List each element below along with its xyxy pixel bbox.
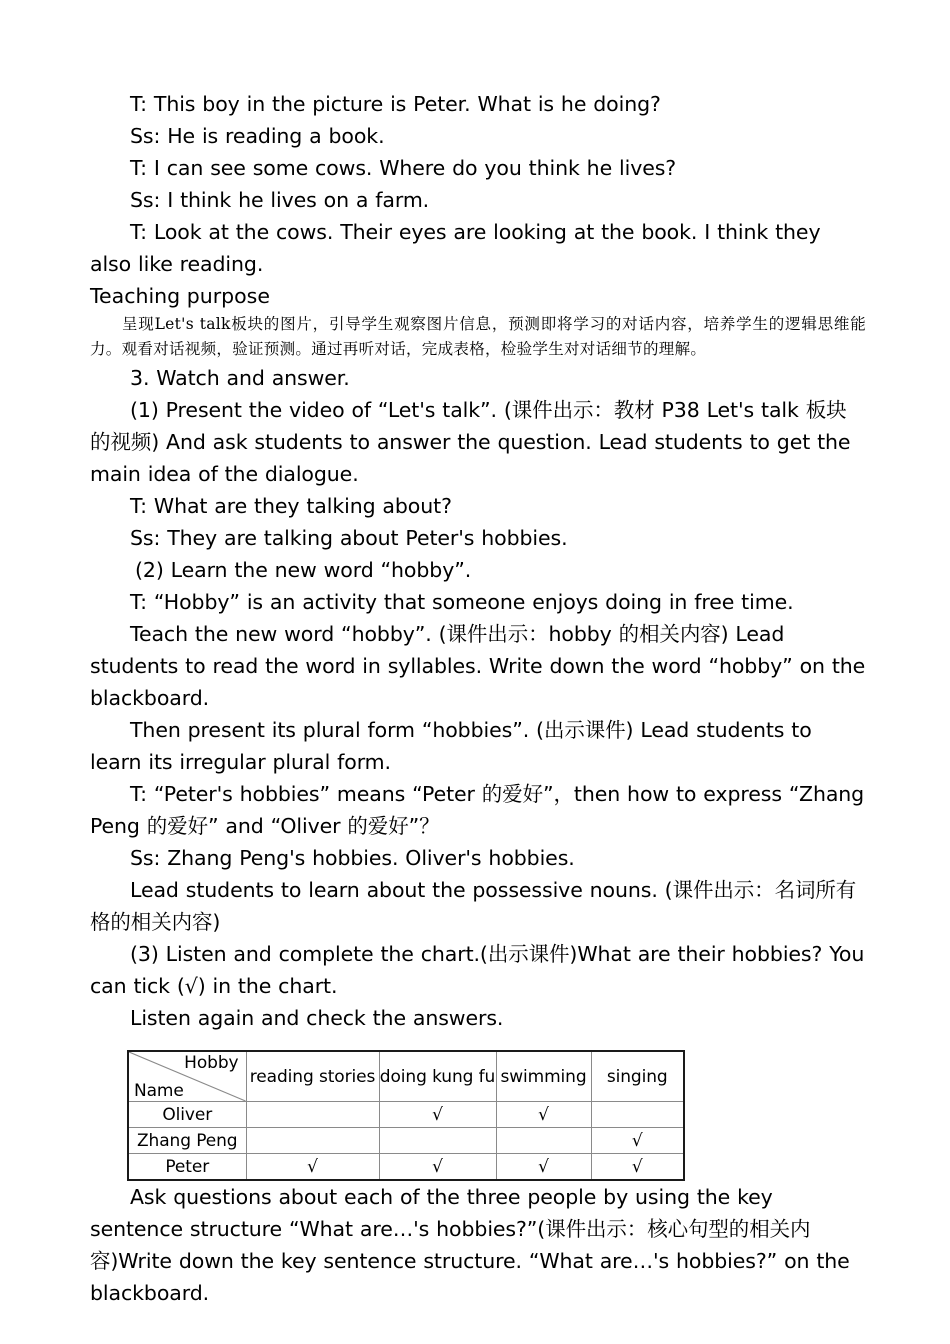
hobby-chart-table (127, 1050, 685, 1181)
step-listen-and-complete: (3) Listen and complete the chart.(出示课件)What are their hobbies? You can tick (√) in the chart. (90, 942, 865, 998)
section-heading-watch-and-answer: 3. Watch and answer. (130, 366, 350, 390)
instruction-teach-word: Teach the new word “hobby”. (课件出示：hobby 的相关内容) Lead students to read the word in syllables. Write down the word “hobby” on the blackboard. (90, 622, 866, 710)
teaching-purpose-note: 呈现Let's talk板块的图片，引导学生观察图片信息，预测即将学习的对话内容，培养学生的逻辑思维能力。观看对话视频，验证预测。通过再听对话，完成表格，检验学生对对话细节的理解。 (90, 315, 866, 358)
dialogue-line: T: “Peter's hobbies” means “Peter 的爱好”，then how to express “Zhang Peng 的爱好” and “Oliver 的爱好”？ (90, 782, 865, 838)
corner-label-hobby: Hobby (184, 1053, 239, 1073)
table-cell-tick: √ (379, 1154, 496, 1181)
step-learn-new-word: (2) Learn the new word “hobby”. (135, 558, 472, 582)
dialogue-line: Ss: He is reading a book. (130, 124, 385, 148)
dialogue-line: T: Look at the cows. Their eyes are looking at the book. I think they also like reading. (90, 220, 821, 276)
dialogue-line: Ss: Zhang Peng's hobbies. Oliver's hobbies. (130, 846, 575, 870)
instruction-listen-again: Listen again and check the answers. (130, 1006, 504, 1030)
table-corner-cell (128, 1051, 246, 1102)
table-cell-tick: √ (496, 1154, 591, 1181)
dialogue-line: T: This boy in the picture is Peter. What is he doing? (130, 92, 661, 116)
instruction-plural-form: Then present its plural form “hobbies”. (出示课件) Lead students to learn its irregular plural form. (90, 718, 812, 774)
step-present-video: (1) Present the video of “Let's talk”. (课件出示：教材 P38 Let's talk 板块的视频) And ask students to answer the question. Lead students to get the main idea of the dialogue. (90, 398, 851, 486)
table-cell-tick: √ (246, 1154, 379, 1181)
table-cell-tick: √ (591, 1128, 684, 1154)
table-cell-tick: √ (379, 1102, 496, 1128)
table-cell-tick (246, 1128, 379, 1154)
document-page (90, 0, 866, 1344)
dialogue-line: Ss: I think he lives on a farm. (130, 188, 430, 212)
table-header-row (128, 1051, 684, 1102)
table-cell-tick (591, 1102, 684, 1128)
table-cell-tick (246, 1102, 379, 1128)
column-header: singing (591, 1051, 684, 1102)
instruction-ask-questions: Ask questions about each of the three people by using the key sentence structure “What are…'s hobbies?”(课件出示：核心句型的相关内容)Write down the key sentence structure. “What are…'s hobbies?” on the blackboard. (90, 1185, 850, 1305)
table-cell-tick (379, 1128, 496, 1154)
document-body (90, 88, 866, 1309)
dialogue-line: T: “Hobby” is an activity that someone enjoys doing in free time. (130, 590, 794, 614)
table-cell-tick: √ (591, 1154, 684, 1181)
table-row (128, 1102, 684, 1128)
dialogue-line: Ss: They are talking about Peter's hobbies. (130, 526, 568, 550)
dialogue-line: T: I can see some cows. Where do you think he lives? (130, 156, 677, 180)
column-header: doing kung fu (379, 1051, 496, 1102)
row-header-name: Zhang Peng (128, 1128, 246, 1154)
column-header: swimming (496, 1051, 591, 1102)
table-cell-tick (496, 1128, 591, 1154)
dialogue-line: T: What are they talking about? (130, 494, 452, 518)
row-header-name: Oliver (128, 1102, 246, 1128)
table-row (128, 1128, 684, 1154)
teaching-purpose-heading: Teaching purpose (90, 284, 270, 308)
instruction-possessive-nouns: Lead students to learn about the possessive nouns. (课件出示：名词所有格的相关内容) (90, 878, 857, 934)
table-row (128, 1154, 684, 1181)
row-header-name: Peter (128, 1154, 246, 1181)
corner-label-name: Name (134, 1081, 184, 1101)
column-header: reading stories (246, 1051, 379, 1102)
table-cell-tick: √ (496, 1102, 591, 1128)
hobby-chart-wrapper (127, 1050, 866, 1181)
